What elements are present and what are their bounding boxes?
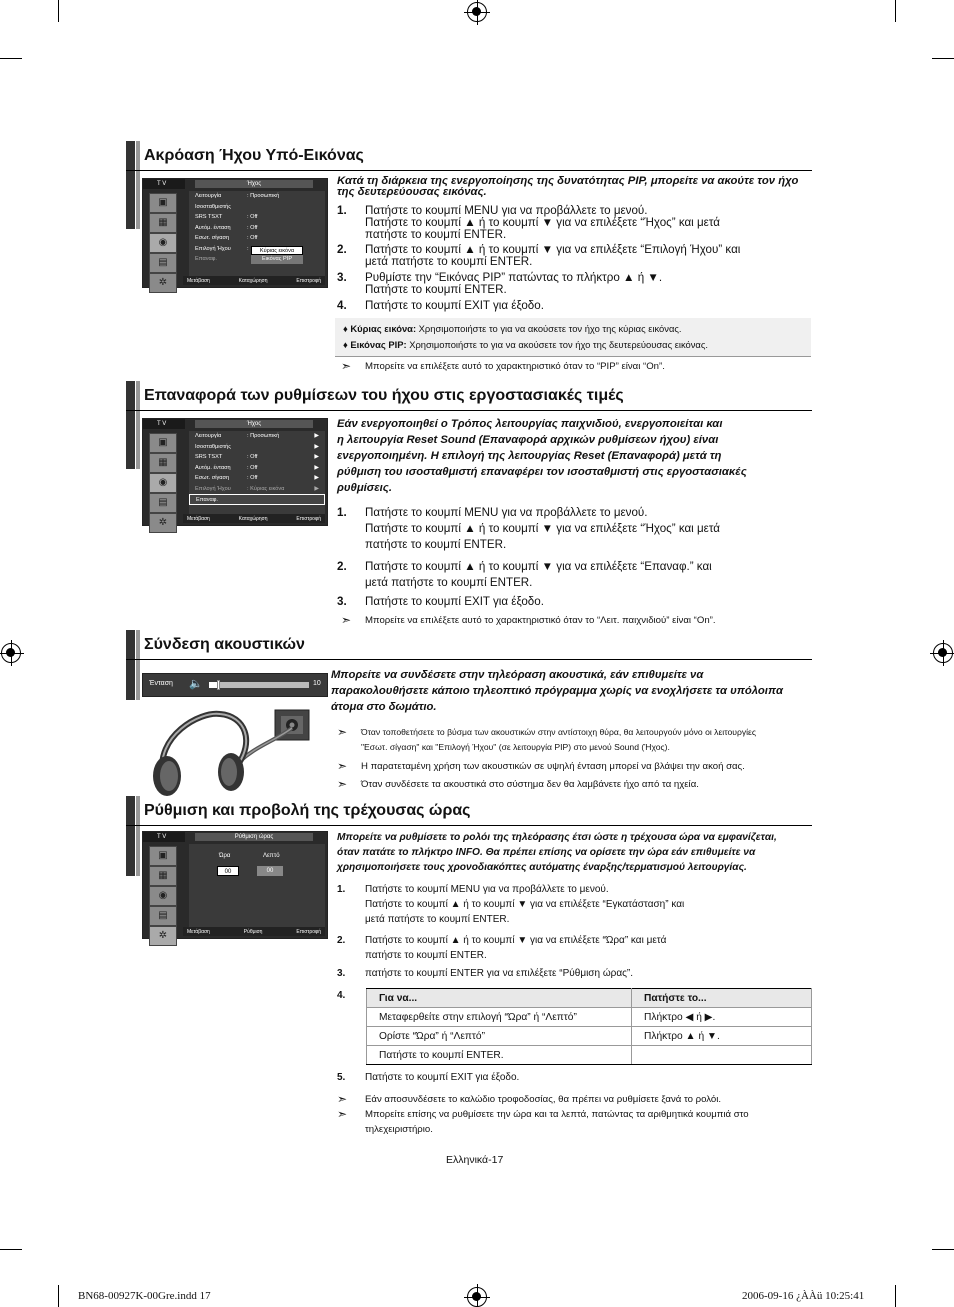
setup-icon: ✲	[149, 926, 177, 946]
osd-sound-menu-reset: T V Ήχος ▣ ▦ ◉ ▤ ✲ Λειτουργία : Προσωπική ▶ Ισοσταθμιστής ▶ SRS TSXT : Off ▶ Αυτόμ. ένταση : Off ▶ Εσωτ. σίγαση : Off ▶ Επιλογή Ήχου : Κύριας εικόνα ▶ Επαναφ. Μετάβαση Καταχώρηση Επιστροφή	[142, 418, 328, 526]
channel-icon: ▤	[149, 906, 177, 926]
note-arrow-icon: ➣	[337, 777, 348, 791]
hour-field[interactable]: 00	[217, 866, 239, 876]
headphones-illustration	[145, 706, 315, 801]
osd-popup-pip: Εικόνας PIP	[251, 255, 303, 264]
section-intro: Μπορείτε να συνδέσετε στην τηλεόραση ακουστικά, εάν επιθυμείτε να παρακολουθήσετε κάποιο τηλεοπτικό πρόγραμμα χωρίς να ενοχλήσετε τα υπόλοιπα άτομα στο δωμάτιο.	[331, 669, 783, 713]
volume-label: Ένταση	[149, 680, 173, 687]
osd-volume-bar	[142, 673, 328, 697]
note-arrow-icon: ➣	[337, 759, 348, 773]
picture-icon: ▣	[149, 846, 177, 866]
volume-value: 10	[313, 680, 321, 687]
section-title: Ρύθμιση και προβολή της τρέχουσας ώρας	[144, 802, 471, 819]
table-row: Ορίστε “Ώρα” ή “Λεπτό” Πλήκτρο ▲ ή ▼.	[367, 1027, 812, 1046]
setup-icon: ✲	[149, 273, 177, 293]
key-table	[366, 988, 812, 1065]
volume-knob	[217, 680, 220, 690]
minute-label: Λεπτό	[263, 853, 280, 859]
osd-popup-main: Κύριας εικόνα	[251, 246, 303, 255]
registration-mark-top	[467, 2, 487, 22]
channel-icon: ▤	[149, 493, 177, 513]
page-number: Ελληνικά-17	[446, 1154, 504, 1166]
table-header-row: Για να... Πατήστε το...	[367, 989, 812, 1008]
section-intro: Εάν ενεργοποιηθεί ο Τρόπος λειτουργίας παιχνιδιού, ενεργοποιείται και η λειτουργία Reset Sound (Επαναφορά αρχικών ρυθμίσεων ήχου) είναι ενεργοποιημένη. Η επιλογή της λειτουργίας Reset (Επαναφορά) μετά τη ρύθμιση του ισοσταθμιστή επαναφέρει τον ισοσταθμιστή στις εργοστασιακές ρυθμίσεις.	[337, 418, 747, 494]
sound-icon: ◉	[149, 886, 177, 906]
options-box: ♦ Κύριας εικόνα: Χρησιμοποιήστε το για να ακούσετε τον ήχο της κύριας εικόνας. ♦ Εικόνας PIP: Χρησιμοποιήστε το για να ακούσετε τον ήχο της δευτερεύουσας εικόνας.	[335, 318, 811, 357]
note-arrow-icon: ➣	[337, 1107, 348, 1121]
section-title: Ακρόαση Ήχου Υπό-Εικόνας	[144, 147, 364, 164]
setup-icon: ✲	[149, 513, 177, 533]
picture-icon: ▦	[149, 866, 177, 886]
sound-icon: ◉	[149, 233, 177, 253]
section-title: Επαναφορά των ρυθμίσεων του ήχου στις εργοστασιακές τιμές	[144, 387, 624, 404]
section-header	[126, 796, 812, 826]
picture-icon: ▣	[149, 433, 177, 453]
note-arrow-icon: ➣	[337, 1092, 348, 1106]
section-title: Σύνδεση ακουστικών	[144, 636, 305, 653]
table-row: Πατήστε το κουμπί ENTER.	[367, 1046, 812, 1065]
section-header	[126, 381, 812, 411]
osd-clock-menu: T V Ρύθμιση ώρας ▣ ▦ ◉ ▤ ✲ Ώρα Λεπτό 00 00 Μετάβαση Ρύθμιση Επιστροφή	[142, 831, 328, 939]
registration-mark-left	[1, 643, 21, 663]
sound-icon: ◉	[149, 473, 177, 493]
volume-track	[209, 682, 309, 688]
note-arrow-icon: ➣	[341, 613, 352, 627]
section-header	[126, 630, 812, 660]
table-row: Μεταφερθείτε στην επιλογή “Ώρα” ή “Λεπτό” Πλήκτρο ◀ ή ▶.	[367, 1008, 812, 1027]
registration-mark-right	[933, 643, 953, 663]
osd-sound-menu-pip: T V Ήχος ▣ ▦ ◉ ▤ ✲ Λειτουργία : Προσωπική Ισοσταθμιστής SRS TSXT : Off Αυτόμ. ένταση : Off Εσωτ. σίγαση : Off Επιλογή Ήχου : Επαναφ. Κύριας εικόνα Εικόνας PIP Μετάβαση Καταχώρηση Επιστροφή	[142, 178, 328, 288]
channel-icon: ▤	[149, 253, 177, 273]
speaker-icon: 🔈	[189, 678, 203, 690]
slug-left: BN68-00927K-00Gre.indd 17	[78, 1290, 211, 1302]
picture-icon: ▣	[149, 193, 177, 213]
hour-label: Ώρα	[219, 853, 231, 859]
note-arrow-icon: ➣	[337, 725, 348, 739]
slug-right: 2006-09-16 ¿ÀÀü 10:25:41	[742, 1290, 865, 1302]
picture-icon: ▦	[149, 453, 177, 473]
section-intro: Μπορείτε να ρυθμίσετε το ρολόι της τηλεόρασης έτσι ώστε η τρέχουσα ώρα να εμφανίζεται, όταν πατάτε το πλήκτρο INFO. Θα πρέπει επίσης να ορίσετε την ώρα εάν επιθυμείτε να χρησιμοποιήσετε τους χρονοδιακόπτες αυτόματης έναρξης/τερματισμού λειτουργίας.	[337, 832, 777, 873]
minute-field[interactable]: 00	[257, 866, 283, 876]
section-header	[126, 141, 812, 171]
registration-mark-bottom	[467, 1287, 487, 1307]
picture-icon: ▦	[149, 213, 177, 233]
note-arrow-icon: ➣	[341, 359, 352, 373]
section-intro: Κατά τη διάρκεια της ενεργοποίησης της δυνατότητας PIP, μπορείτε να ακούτε τον ήχο της δευτερεύουσας εικόνας.	[337, 175, 799, 198]
